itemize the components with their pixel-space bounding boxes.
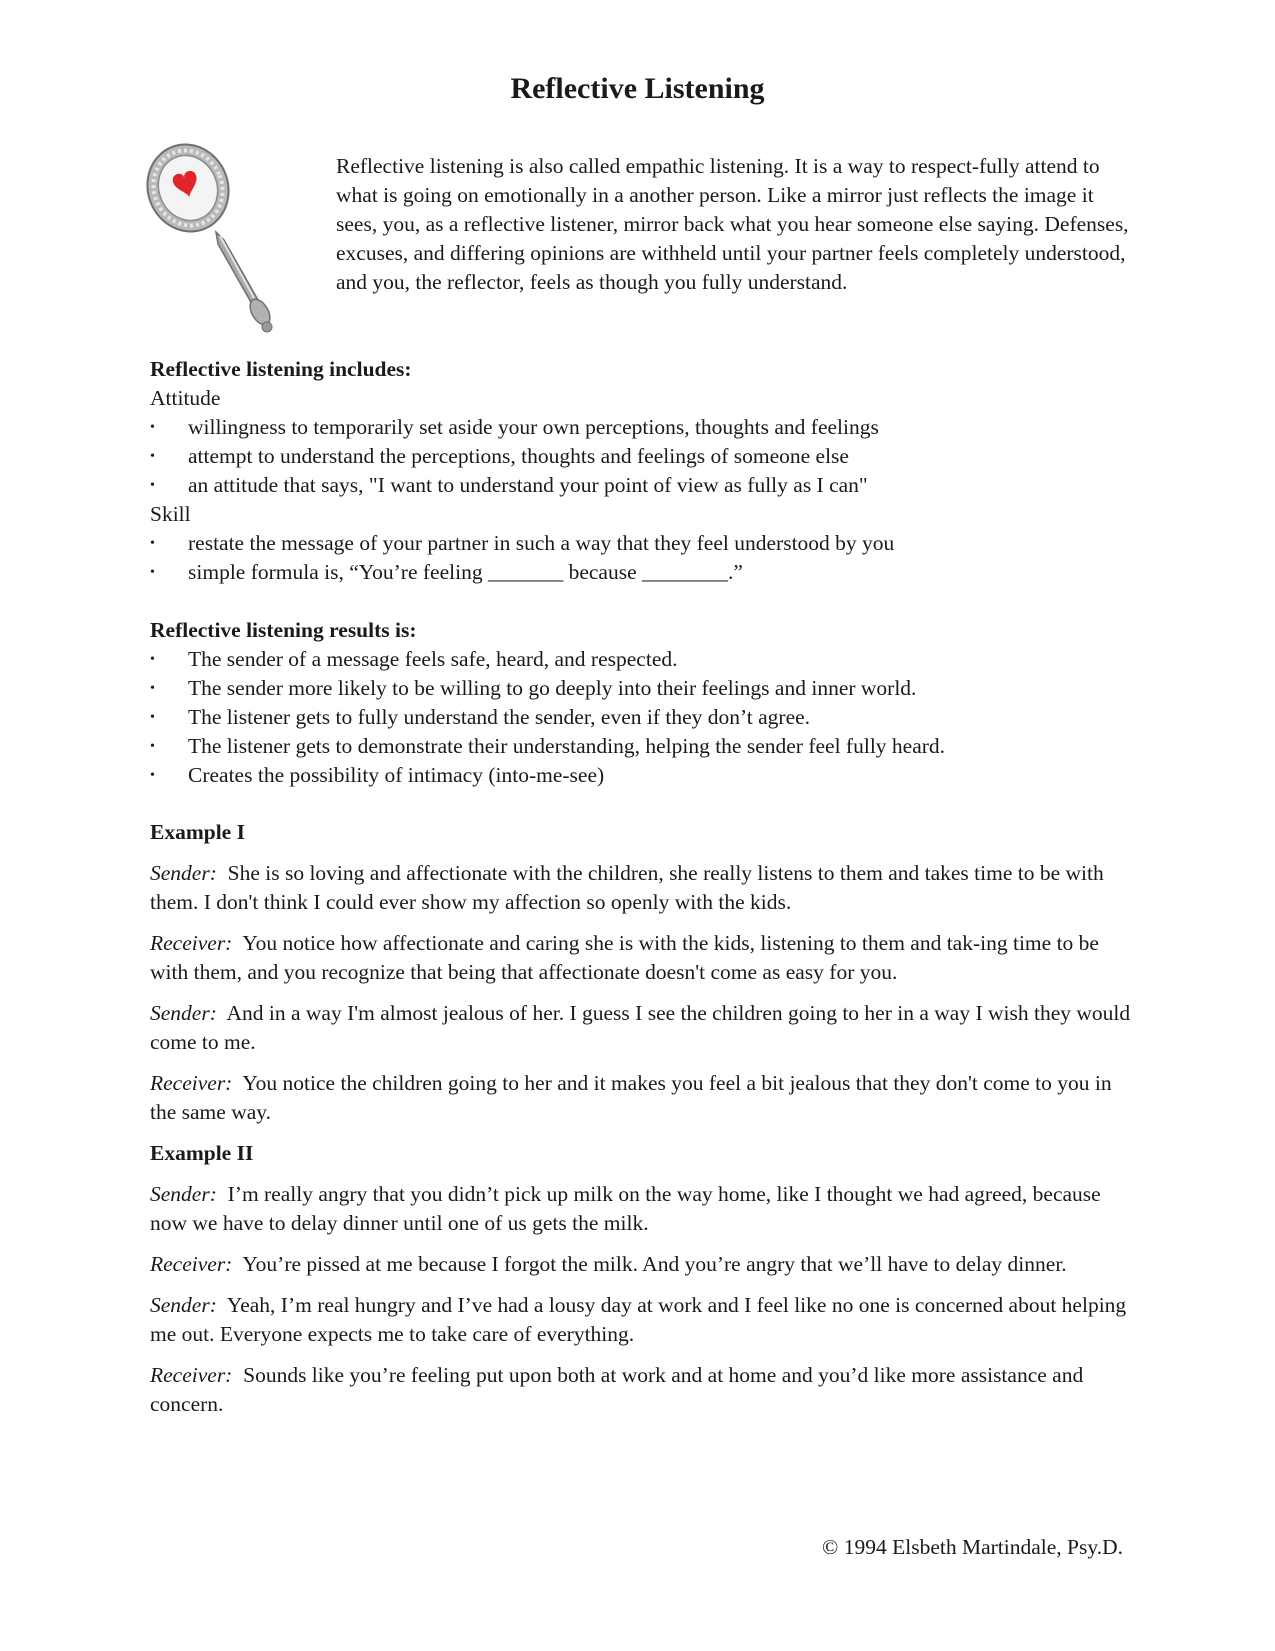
skill-label: Skill [150,502,191,526]
list-item: • The sender more likely to be willing to go deeply into their feelings and inner world. [150,674,1140,703]
turn-text: You notice how affectionate and caring she is with the kids, listening to them and tak-ing time to be with them, and you recognize that being that affectionate doesn't come as easy for you. [150,931,1099,984]
speaker-label: Receiver: [150,931,233,955]
dialogue-turn [150,1250,1140,1279]
copyright-footer: © 1994 Elsbeth Martindale, Psy.D. [822,1535,1123,1559]
results-list [150,645,1140,790]
list-item: • The listener gets to demonstrate their understanding, helping the sender feel fully heard. [150,732,1140,761]
attitude-list [150,413,1140,500]
intro-paragraph: Reflective listening is also called empathic listening. It is a way to respect-fully attend to what is going on emotionally in a another person. Like a mirror just reflects the image it sees, you, as a reflective listener, mirror back what you hear someone else saying. Defenses, excuses, and differing opinions are withheld until your partner feels completely understood, and you, the reflector, feels as though you fully understand. [336,154,1129,294]
skill-list [150,529,1140,587]
list-item: • Creates the possibility of intimacy (into-me-see) [150,761,1140,790]
speaker-label: Receiver: [150,1363,233,1387]
speaker-label: Sender: [150,861,217,885]
list-item: • attempt to understand the perceptions, thoughts and feelings of someone else [150,442,1140,471]
dialogue-turn [150,1291,1140,1349]
attitude-label: Attitude [150,386,221,410]
list-item: • an attitude that says, "I want to understand your point of view as fully as I can" [150,471,1140,500]
speaker-label: Receiver: [150,1252,233,1276]
turn-text: Sounds like you’re feeling put upon both at work and at home and you’d like more assistance and concern. [150,1363,1084,1416]
document-body [150,355,1140,1431]
hand-mirror-icon [140,140,290,335]
example-title: Example I [150,820,245,844]
dialogue-turn [150,859,1140,917]
example-title: Example II [150,1141,254,1165]
page-title: Reflective Listening [510,72,765,105]
list-item: • The listener gets to fully understand the sender, even if they don’t agree. [150,703,1140,732]
turn-text: You notice the children going to her and it makes you feel a bit jealous that they don't come to you in the same way. [150,1071,1112,1124]
turn-text: And in a way I'm almost jealous of her. I guess I see the children going to her in a way I wish they would come to me. [150,1001,1131,1054]
list-item: • The sender of a message feels safe, heard, and respected. [150,645,1140,674]
dialogue-turn [150,1180,1140,1238]
list-item: • simple formula is, “You’re feeling _______ because ________.” [150,558,1140,587]
dialogue-turn [150,999,1140,1057]
results-heading: Reflective listening results is: [150,618,417,642]
speaker-label: Sender: [150,1293,217,1317]
turn-text: Yeah, I’m real hungry and I’ve had a lousy day at work and I feel like no one is concerned about helping me out. Everyone expects me to take care of everything. [150,1293,1127,1346]
turn-text: I’m really angry that you didn’t pick up milk on the way home, like I thought we had agreed, because now we have to delay dinner until one of us gets the milk. [150,1182,1101,1235]
speaker-label: Receiver: [150,1071,233,1095]
dialogue-turn [150,1069,1140,1127]
list-item: • willingness to temporarily set aside your own perceptions, thoughts and feelings [150,413,1140,442]
turn-text: She is so loving and affectionate with the children, she really listens to them and takes time to be with them. I don't think I could ever show my affection so openly with the kids. [150,861,1104,914]
speaker-label: Sender: [150,1001,217,1025]
includes-heading: Reflective listening includes: [150,357,412,381]
dialogue-turn [150,929,1140,987]
list-item: • restate the message of your partner in such a way that they feel understood by you [150,529,1140,558]
turn-text: You’re pissed at me because I forgot the milk. And you’re angry that we’ll have to delay dinner. [242,1252,1067,1276]
dialogue-turn [150,1361,1140,1419]
speaker-label: Sender: [150,1182,217,1206]
